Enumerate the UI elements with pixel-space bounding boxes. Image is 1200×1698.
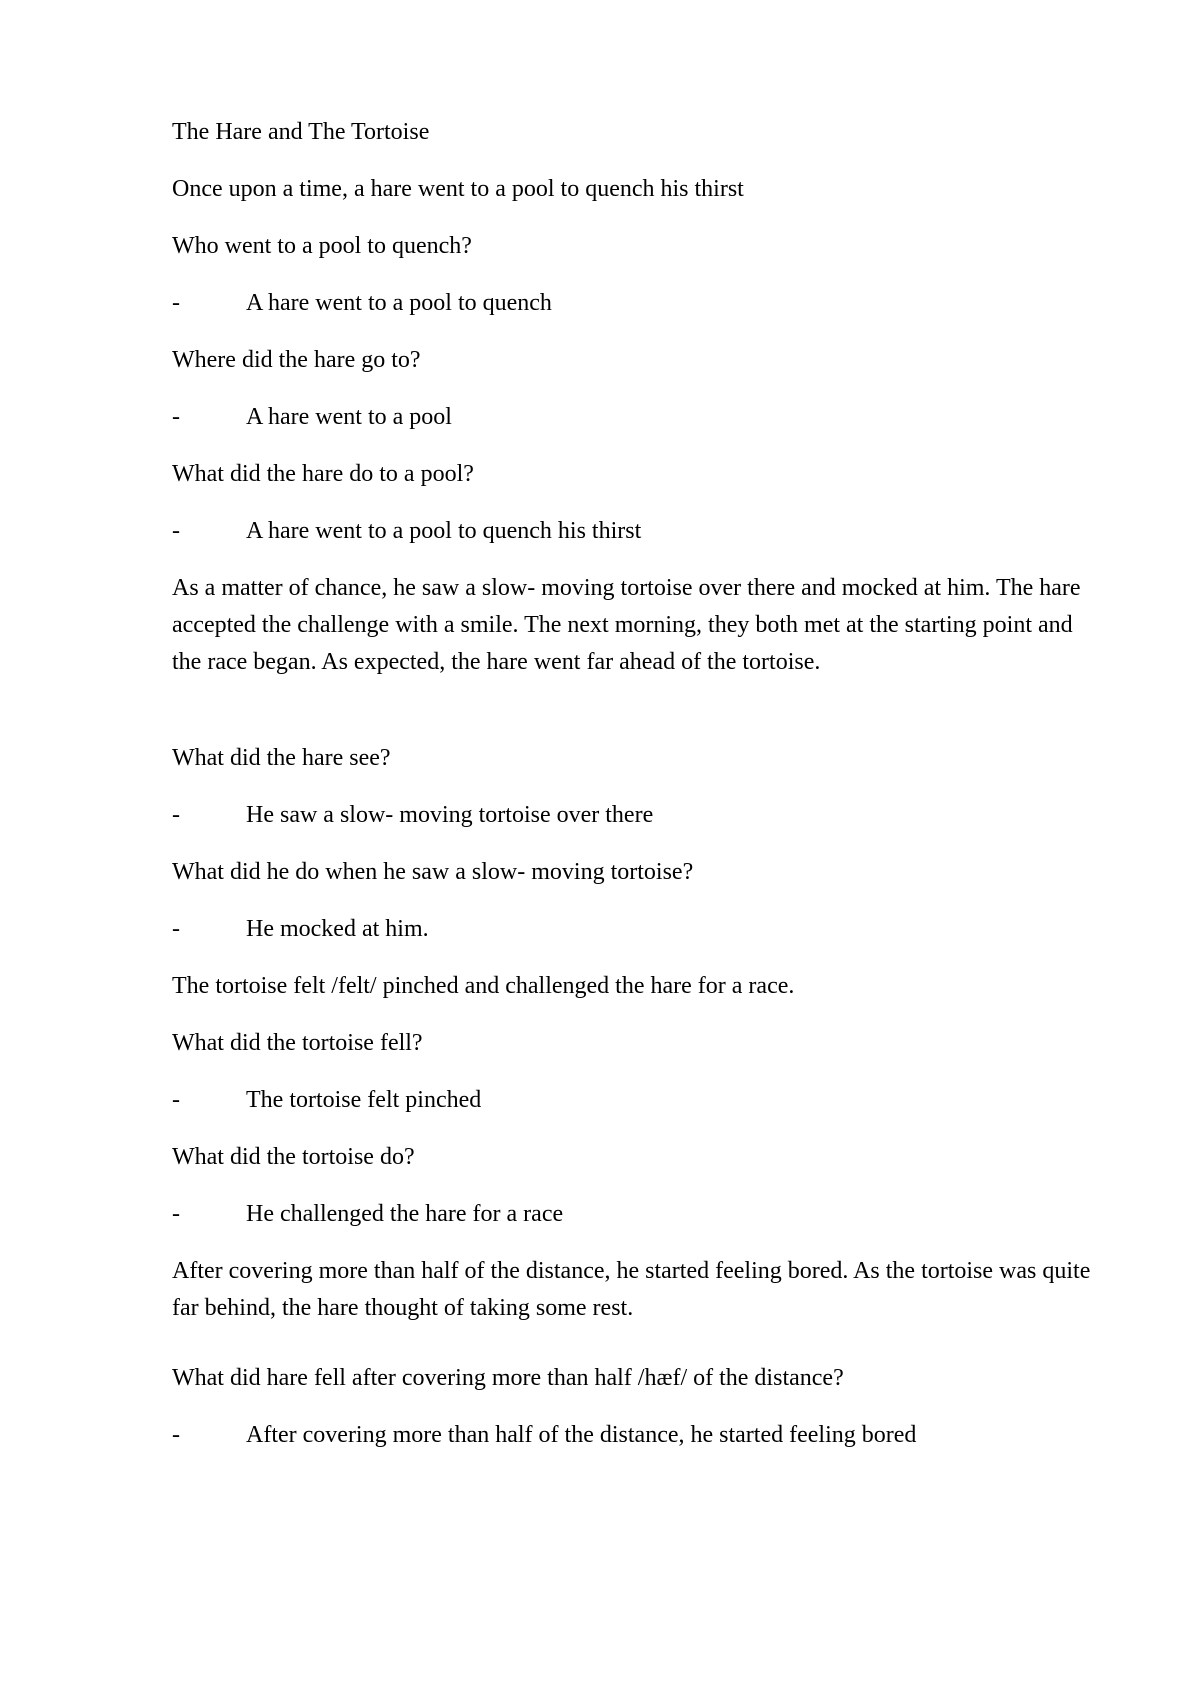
story-line: Once upon a time, a hare went to a pool to quench his thirst xyxy=(172,176,744,202)
story-line: The tortoise felt /felt/ pinched and challenged the hare for a race. xyxy=(172,973,795,999)
bullet-dash: - xyxy=(172,290,180,316)
question-line: What did hare fell after covering more than half /hæf/ of the distance? xyxy=(172,1365,844,1391)
answer-text: He mocked at him. xyxy=(246,916,429,942)
question-line: What did the tortoise fell? xyxy=(172,1030,423,1056)
question-line: What did the hare do to a pool? xyxy=(172,461,474,487)
answer-text: A hare went to a pool to quench his thirst xyxy=(246,518,642,544)
document-title: The Hare and The Tortoise xyxy=(172,119,430,145)
question-line: What did the hare see? xyxy=(172,745,391,771)
answer-text: A hare went to a pool xyxy=(246,404,452,430)
question-line: Who went to a pool to quench? xyxy=(172,233,472,259)
bullet-dash: - xyxy=(172,1087,180,1113)
story-paragraph: As a matter of chance, he saw a slow- moving tortoise over there and mocked at him. The hare accepted the challenge with a smile. The next morning, they both met at the starting point and the race began. As expected, the hare went far ahead of the tortoise. xyxy=(172,575,1081,675)
question-line: What did the tortoise do? xyxy=(172,1144,415,1170)
bullet-dash: - xyxy=(172,518,180,544)
bullet-dash: - xyxy=(172,1422,180,1448)
bullet-dash: - xyxy=(172,404,180,430)
answer-text: A hare went to a pool to quench xyxy=(246,290,552,316)
answer-text: He challenged the hare for a race xyxy=(246,1201,564,1227)
bullet-dash: - xyxy=(172,916,180,942)
bullet-dash: - xyxy=(172,802,180,828)
question-line: What did he do when he saw a slow- moving tortoise? xyxy=(172,859,694,885)
answer-text: After covering more than half of the distance, he started feeling bored xyxy=(246,1422,917,1448)
story-paragraph: After covering more than half of the distance, he started feeling bored. As the tortoise was quite far behind, the hare thought of taking some rest. xyxy=(172,1258,1091,1321)
answer-text: He saw a slow- moving tortoise over there xyxy=(246,802,654,828)
bullet-dash: - xyxy=(172,1201,180,1227)
question-line: Where did the hare go to? xyxy=(172,347,421,373)
answer-text: The tortoise felt pinched xyxy=(246,1087,482,1113)
